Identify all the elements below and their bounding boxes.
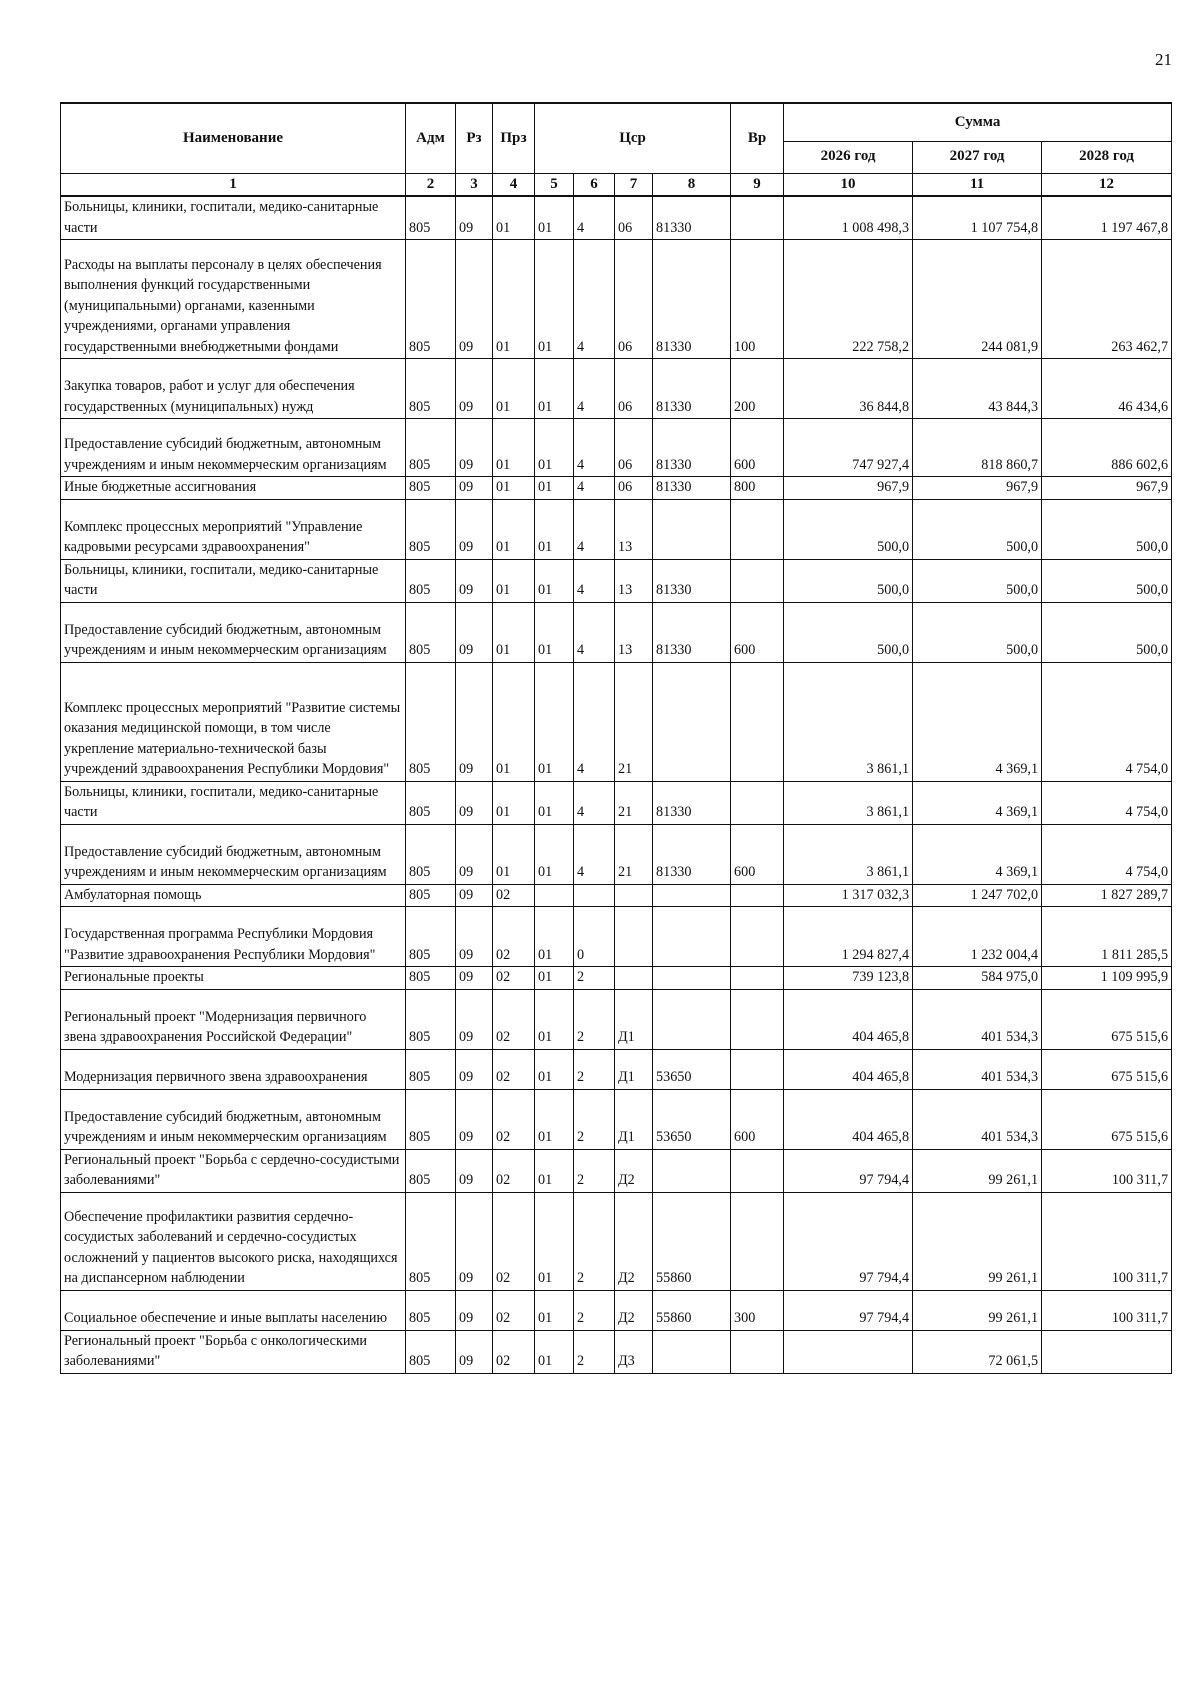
rz-code: 09 xyxy=(456,477,493,500)
header-rz: Рз xyxy=(456,103,493,173)
amount-2026: 500,0 xyxy=(784,602,913,662)
csr-part-3: Д2 xyxy=(615,1192,653,1290)
csr-part-4: 81330 xyxy=(653,196,731,240)
csr-part-2: 4 xyxy=(574,240,615,359)
csr-part-4: 81330 xyxy=(653,781,731,824)
amount-2028: 1 827 289,7 xyxy=(1042,884,1172,907)
amount-2027: 500,0 xyxy=(913,602,1042,662)
rz-code: 09 xyxy=(456,419,493,477)
adm-code: 805 xyxy=(406,989,456,1049)
amount-2028: 100 311,7 xyxy=(1042,1290,1172,1330)
csr-part-3: Д2 xyxy=(615,1290,653,1330)
amount-2026: 1 294 827,4 xyxy=(784,907,913,967)
amount-2027: 401 534,3 xyxy=(913,989,1042,1049)
item-name: Государственная программа Республики Мордовия "Развитие здравоохранения Республики Мордовия" xyxy=(61,907,406,967)
csr-part-3: 06 xyxy=(615,477,653,500)
header-year-2028: 2028 год xyxy=(1042,141,1172,173)
csr-part-2: 4 xyxy=(574,477,615,500)
item-name: Амбулаторная помощь xyxy=(61,884,406,907)
rz-code: 09 xyxy=(456,662,493,781)
csr-part-1: 01 xyxy=(535,419,574,477)
column-number: 4 xyxy=(493,173,535,196)
prz-code: 02 xyxy=(493,967,535,990)
csr-part-1: 01 xyxy=(535,477,574,500)
amount-2028: 1 811 285,5 xyxy=(1042,907,1172,967)
csr-part-1: 01 xyxy=(535,1049,574,1089)
table-row xyxy=(61,499,1172,559)
column-numbers-row xyxy=(61,173,1172,196)
vr-code xyxy=(731,662,784,781)
rz-code: 09 xyxy=(456,1089,493,1149)
table-row xyxy=(61,196,1172,240)
amount-2028: 675 515,6 xyxy=(1042,1089,1172,1149)
item-name: Расходы на выплаты персоналу в целях обеспечения выполнения функций государственными (муниципальными) органами, казенными учреждениями, органами управления государственными внебюджетными фондами xyxy=(61,240,406,359)
item-name: Больницы, клиники, госпитали, медико-санитарные части xyxy=(61,559,406,602)
column-number: 6 xyxy=(574,173,615,196)
table-row xyxy=(61,884,1172,907)
column-number: 8 xyxy=(653,173,731,196)
prz-code: 02 xyxy=(493,1089,535,1149)
amount-2026: 404 465,8 xyxy=(784,1089,913,1149)
table-row xyxy=(61,1089,1172,1149)
vr-code xyxy=(731,884,784,907)
csr-part-2: 4 xyxy=(574,602,615,662)
amount-2027: 967,9 xyxy=(913,477,1042,500)
rz-code: 09 xyxy=(456,989,493,1049)
amount-2026 xyxy=(784,1330,913,1373)
adm-code: 805 xyxy=(406,240,456,359)
csr-part-2: 2 xyxy=(574,989,615,1049)
csr-part-1: 01 xyxy=(535,967,574,990)
vr-code: 600 xyxy=(731,824,784,884)
csr-part-3 xyxy=(615,884,653,907)
item-name: Предоставление субсидий бюджетным, автономным учреждениям и иным некоммерческим организациям xyxy=(61,419,406,477)
table-row xyxy=(61,781,1172,824)
column-number: 11 xyxy=(913,173,1042,196)
amount-2028: 1 109 995,9 xyxy=(1042,967,1172,990)
csr-part-4: 81330 xyxy=(653,559,731,602)
adm-code: 805 xyxy=(406,359,456,419)
csr-part-4: 55860 xyxy=(653,1290,731,1330)
csr-part-3: 21 xyxy=(615,781,653,824)
vr-code: 100 xyxy=(731,240,784,359)
adm-code: 805 xyxy=(406,662,456,781)
csr-part-1: 01 xyxy=(535,359,574,419)
amount-2028: 500,0 xyxy=(1042,559,1172,602)
prz-code: 02 xyxy=(493,1049,535,1089)
csr-part-4: 81330 xyxy=(653,359,731,419)
csr-part-1: 01 xyxy=(535,907,574,967)
csr-part-1: 01 xyxy=(535,559,574,602)
amount-2027: 4 369,1 xyxy=(913,662,1042,781)
csr-part-3: 06 xyxy=(615,196,653,240)
item-name: Региональные проекты xyxy=(61,967,406,990)
csr-part-3: Д3 xyxy=(615,1330,653,1373)
adm-code: 805 xyxy=(406,1149,456,1192)
amount-2026: 222 758,2 xyxy=(784,240,913,359)
amount-2028 xyxy=(1042,1330,1172,1373)
amount-2026: 3 861,1 xyxy=(784,662,913,781)
csr-part-4 xyxy=(653,662,731,781)
vr-code xyxy=(731,781,784,824)
amount-2027: 99 261,1 xyxy=(913,1290,1042,1330)
csr-part-1: 01 xyxy=(535,196,574,240)
rz-code: 09 xyxy=(456,1149,493,1192)
table-row xyxy=(61,1290,1172,1330)
adm-code: 805 xyxy=(406,967,456,990)
vr-code: 600 xyxy=(731,1089,784,1149)
amount-2026: 500,0 xyxy=(784,499,913,559)
header-year-2026: 2026 год xyxy=(784,141,913,173)
prz-code: 02 xyxy=(493,884,535,907)
amount-2026: 1 317 032,3 xyxy=(784,884,913,907)
header-sum: Сумма xyxy=(784,103,1172,141)
table-row xyxy=(61,1049,1172,1089)
vr-code xyxy=(731,499,784,559)
csr-part-2: 2 xyxy=(574,1089,615,1149)
adm-code: 805 xyxy=(406,499,456,559)
amount-2027: 500,0 xyxy=(913,499,1042,559)
prz-code: 01 xyxy=(493,662,535,781)
table-row xyxy=(61,602,1172,662)
vr-code: 300 xyxy=(731,1290,784,1330)
csr-part-1: 01 xyxy=(535,1290,574,1330)
csr-part-3 xyxy=(615,967,653,990)
amount-2028: 675 515,6 xyxy=(1042,1049,1172,1089)
item-name: Больницы, клиники, госпитали, медико-санитарные части xyxy=(61,781,406,824)
csr-part-1: 01 xyxy=(535,989,574,1049)
item-name: Региональный проект "Борьба с онкологическими заболеваниями" xyxy=(61,1330,406,1373)
csr-part-2: 4 xyxy=(574,559,615,602)
table-row xyxy=(61,477,1172,500)
column-number: 5 xyxy=(535,173,574,196)
adm-code: 805 xyxy=(406,1089,456,1149)
amount-2026: 500,0 xyxy=(784,559,913,602)
csr-part-1: 01 xyxy=(535,1149,574,1192)
adm-code: 805 xyxy=(406,884,456,907)
table-row xyxy=(61,1149,1172,1192)
prz-code: 02 xyxy=(493,907,535,967)
prz-code: 01 xyxy=(493,781,535,824)
table-row xyxy=(61,1330,1172,1373)
item-name: Комплекс процессных мероприятий "Управление кадровыми ресурсами здравоохранения" xyxy=(61,499,406,559)
csr-part-2: 2 xyxy=(574,1290,615,1330)
item-name: Иные бюджетные ассигнования xyxy=(61,477,406,500)
adm-code: 805 xyxy=(406,477,456,500)
column-number: 1 xyxy=(61,173,406,196)
rz-code: 09 xyxy=(456,967,493,990)
table-body xyxy=(61,173,1172,1373)
csr-part-4 xyxy=(653,1149,731,1192)
rz-code: 09 xyxy=(456,1049,493,1089)
prz-code: 01 xyxy=(493,602,535,662)
vr-code xyxy=(731,1330,784,1373)
rz-code: 09 xyxy=(456,1192,493,1290)
item-name: Модернизация первичного звена здравоохранения xyxy=(61,1049,406,1089)
csr-part-2: 0 xyxy=(574,907,615,967)
csr-part-2: 4 xyxy=(574,499,615,559)
adm-code: 805 xyxy=(406,1290,456,1330)
prz-code: 01 xyxy=(493,419,535,477)
amount-2027: 401 534,3 xyxy=(913,1089,1042,1149)
item-name: Комплекс процессных мероприятий "Развитие системы оказания медицинской помощи, в том числе укрепление материально-технической базы учреждений здравоохранения Республики Мордовия" xyxy=(61,662,406,781)
csr-part-4: 81330 xyxy=(653,824,731,884)
amount-2027: 43 844,3 xyxy=(913,359,1042,419)
csr-part-1: 01 xyxy=(535,781,574,824)
vr-code: 600 xyxy=(731,602,784,662)
amount-2026: 97 794,4 xyxy=(784,1149,913,1192)
rz-code: 09 xyxy=(456,884,493,907)
amount-2027: 99 261,1 xyxy=(913,1192,1042,1290)
csr-part-2: 2 xyxy=(574,1049,615,1089)
csr-part-4 xyxy=(653,499,731,559)
csr-part-4: 81330 xyxy=(653,240,731,359)
amount-2028: 100 311,7 xyxy=(1042,1149,1172,1192)
item-name: Предоставление субсидий бюджетным, автономным учреждениям и иным некоммерческим организациям xyxy=(61,824,406,884)
table-row xyxy=(61,967,1172,990)
amount-2028: 100 311,7 xyxy=(1042,1192,1172,1290)
csr-part-4 xyxy=(653,967,731,990)
rz-code: 09 xyxy=(456,824,493,884)
adm-code: 805 xyxy=(406,196,456,240)
amount-2026: 739 123,8 xyxy=(784,967,913,990)
vr-code xyxy=(731,907,784,967)
csr-part-2: 4 xyxy=(574,824,615,884)
table-row xyxy=(61,989,1172,1049)
table-row xyxy=(61,662,1172,781)
table-row xyxy=(61,240,1172,359)
csr-part-3: 21 xyxy=(615,824,653,884)
csr-part-4: 53650 xyxy=(653,1049,731,1089)
rz-code: 09 xyxy=(456,559,493,602)
adm-code: 805 xyxy=(406,559,456,602)
header-prz: Прз xyxy=(493,103,535,173)
vr-code: 800 xyxy=(731,477,784,500)
csr-part-2: 2 xyxy=(574,1330,615,1373)
csr-part-3: Д2 xyxy=(615,1149,653,1192)
vr-code xyxy=(731,1149,784,1192)
csr-part-2: 4 xyxy=(574,419,615,477)
csr-part-4 xyxy=(653,907,731,967)
csr-part-3: Д1 xyxy=(615,1049,653,1089)
csr-part-1: 01 xyxy=(535,1192,574,1290)
column-number: 10 xyxy=(784,173,913,196)
amount-2027: 99 261,1 xyxy=(913,1149,1042,1192)
amount-2027: 1 247 702,0 xyxy=(913,884,1042,907)
item-name: Предоставление субсидий бюджетным, автономным учреждениям и иным некоммерческим организациям xyxy=(61,602,406,662)
table-row xyxy=(61,559,1172,602)
amount-2027: 500,0 xyxy=(913,559,1042,602)
rz-code: 09 xyxy=(456,1290,493,1330)
rz-code: 09 xyxy=(456,781,493,824)
amount-2027: 72 061,5 xyxy=(913,1330,1042,1373)
vr-code xyxy=(731,559,784,602)
prz-code: 01 xyxy=(493,559,535,602)
amount-2026: 3 861,1 xyxy=(784,824,913,884)
csr-part-2: 2 xyxy=(574,1149,615,1192)
amount-2027: 4 369,1 xyxy=(913,781,1042,824)
csr-part-1: 01 xyxy=(535,1089,574,1149)
rz-code: 09 xyxy=(456,240,493,359)
prz-code: 02 xyxy=(493,1149,535,1192)
item-name: Закупка товаров, работ и услуг для обеспечения государственных (муниципальных) нужд xyxy=(61,359,406,419)
amount-2026: 967,9 xyxy=(784,477,913,500)
csr-part-4: 55860 xyxy=(653,1192,731,1290)
item-name: Обеспечение профилактики развития сердечно-сосудистых заболеваний и сердечно-сосудистых осложнений у пациентов высокого риска, находящихся на диспансерном наблюдении xyxy=(61,1192,406,1290)
amount-2028: 46 434,6 xyxy=(1042,359,1172,419)
vr-code xyxy=(731,967,784,990)
adm-code: 805 xyxy=(406,1192,456,1290)
amount-2028: 4 754,0 xyxy=(1042,781,1172,824)
csr-part-2: 4 xyxy=(574,662,615,781)
csr-part-3: 06 xyxy=(615,359,653,419)
csr-part-2: 2 xyxy=(574,1192,615,1290)
item-name: Больницы, клиники, госпитали, медико-санитарные части xyxy=(61,196,406,240)
csr-part-3: Д1 xyxy=(615,1089,653,1149)
csr-part-4: 81330 xyxy=(653,477,731,500)
csr-part-3: 13 xyxy=(615,602,653,662)
header-year-2027: 2027 год xyxy=(913,141,1042,173)
amount-2027: 244 081,9 xyxy=(913,240,1042,359)
rz-code: 09 xyxy=(456,1330,493,1373)
csr-part-2: 4 xyxy=(574,196,615,240)
budget-table xyxy=(60,102,1172,1374)
csr-part-3: Д1 xyxy=(615,989,653,1049)
vr-code xyxy=(731,989,784,1049)
prz-code: 01 xyxy=(493,477,535,500)
item-name: Региональный проект "Модернизация первичного звена здравоохранения Российской Федерации" xyxy=(61,989,406,1049)
csr-part-4: 81330 xyxy=(653,419,731,477)
header-csr: Цср xyxy=(535,103,731,173)
amount-2027: 401 534,3 xyxy=(913,1049,1042,1089)
amount-2027: 818 860,7 xyxy=(913,419,1042,477)
header-name: Наименование xyxy=(61,103,406,173)
amount-2028: 967,9 xyxy=(1042,477,1172,500)
amount-2026: 36 844,8 xyxy=(784,359,913,419)
rz-code: 09 xyxy=(456,359,493,419)
prz-code: 01 xyxy=(493,196,535,240)
prz-code: 01 xyxy=(493,359,535,419)
adm-code: 805 xyxy=(406,419,456,477)
table-row xyxy=(61,824,1172,884)
csr-part-1: 01 xyxy=(535,1330,574,1373)
page-number: 21 xyxy=(1155,50,1172,69)
amount-2027: 1 232 004,4 xyxy=(913,907,1042,967)
csr-part-1: 01 xyxy=(535,602,574,662)
amount-2026: 3 861,1 xyxy=(784,781,913,824)
prz-code: 02 xyxy=(493,1330,535,1373)
csr-part-4 xyxy=(653,884,731,907)
amount-2026: 404 465,8 xyxy=(784,989,913,1049)
column-number: 2 xyxy=(406,173,456,196)
rz-code: 09 xyxy=(456,602,493,662)
item-name: Социальное обеспечение и иные выплаты населению xyxy=(61,1290,406,1330)
csr-part-4 xyxy=(653,989,731,1049)
table-row xyxy=(61,907,1172,967)
item-name: Предоставление субсидий бюджетным, автономным учреждениям и иным некоммерческим организациям xyxy=(61,1089,406,1149)
column-number: 7 xyxy=(615,173,653,196)
amount-2028: 4 754,0 xyxy=(1042,824,1172,884)
column-number: 3 xyxy=(456,173,493,196)
amount-2028: 263 462,7 xyxy=(1042,240,1172,359)
csr-part-1: 01 xyxy=(535,662,574,781)
adm-code: 805 xyxy=(406,1049,456,1089)
adm-code: 805 xyxy=(406,781,456,824)
csr-part-3: 06 xyxy=(615,240,653,359)
amount-2028: 4 754,0 xyxy=(1042,662,1172,781)
vr-code: 200 xyxy=(731,359,784,419)
amount-2027: 584 975,0 xyxy=(913,967,1042,990)
column-number: 12 xyxy=(1042,173,1172,196)
amount-2026: 97 794,4 xyxy=(784,1192,913,1290)
csr-part-3: 13 xyxy=(615,559,653,602)
vr-code xyxy=(731,1192,784,1290)
csr-part-4: 53650 xyxy=(653,1089,731,1149)
prz-code: 02 xyxy=(493,1192,535,1290)
amount-2026: 747 927,4 xyxy=(784,419,913,477)
csr-part-1: 01 xyxy=(535,499,574,559)
csr-part-2: 4 xyxy=(574,359,615,419)
prz-code: 02 xyxy=(493,989,535,1049)
header-vr: Вр xyxy=(731,103,784,173)
prz-code: 02 xyxy=(493,1290,535,1330)
vr-code xyxy=(731,196,784,240)
adm-code: 805 xyxy=(406,907,456,967)
csr-part-1: 01 xyxy=(535,240,574,359)
csr-part-1: 01 xyxy=(535,824,574,884)
amount-2028: 500,0 xyxy=(1042,499,1172,559)
vr-code: 600 xyxy=(731,419,784,477)
table-row xyxy=(61,1192,1172,1290)
prz-code: 01 xyxy=(493,824,535,884)
csr-part-3: 13 xyxy=(615,499,653,559)
amount-2026: 97 794,4 xyxy=(784,1290,913,1330)
amount-2027: 4 369,1 xyxy=(913,824,1042,884)
csr-part-3 xyxy=(615,907,653,967)
adm-code: 805 xyxy=(406,602,456,662)
amount-2028: 1 197 467,8 xyxy=(1042,196,1172,240)
csr-part-3: 21 xyxy=(615,662,653,781)
csr-part-4 xyxy=(653,1330,731,1373)
item-name: Региональный проект "Борьба с сердечно-сосудистыми заболеваниями" xyxy=(61,1149,406,1192)
table-row xyxy=(61,419,1172,477)
adm-code: 805 xyxy=(406,824,456,884)
rz-code: 09 xyxy=(456,907,493,967)
amount-2028: 675 515,6 xyxy=(1042,989,1172,1049)
table-row xyxy=(61,359,1172,419)
vr-code xyxy=(731,1049,784,1089)
amount-2028: 500,0 xyxy=(1042,602,1172,662)
prz-code: 01 xyxy=(493,240,535,359)
csr-part-2: 2 xyxy=(574,967,615,990)
header-adm: Адм xyxy=(406,103,456,173)
adm-code: 805 xyxy=(406,1330,456,1373)
amount-2026: 1 008 498,3 xyxy=(784,196,913,240)
prz-code: 01 xyxy=(493,499,535,559)
rz-code: 09 xyxy=(456,499,493,559)
csr-part-1 xyxy=(535,884,574,907)
csr-part-2 xyxy=(574,884,615,907)
amount-2027: 1 107 754,8 xyxy=(913,196,1042,240)
csr-part-2: 4 xyxy=(574,781,615,824)
csr-part-4: 81330 xyxy=(653,602,731,662)
csr-part-3: 06 xyxy=(615,419,653,477)
rz-code: 09 xyxy=(456,196,493,240)
column-number: 9 xyxy=(731,173,784,196)
amount-2028: 886 602,6 xyxy=(1042,419,1172,477)
amount-2026: 404 465,8 xyxy=(784,1049,913,1089)
